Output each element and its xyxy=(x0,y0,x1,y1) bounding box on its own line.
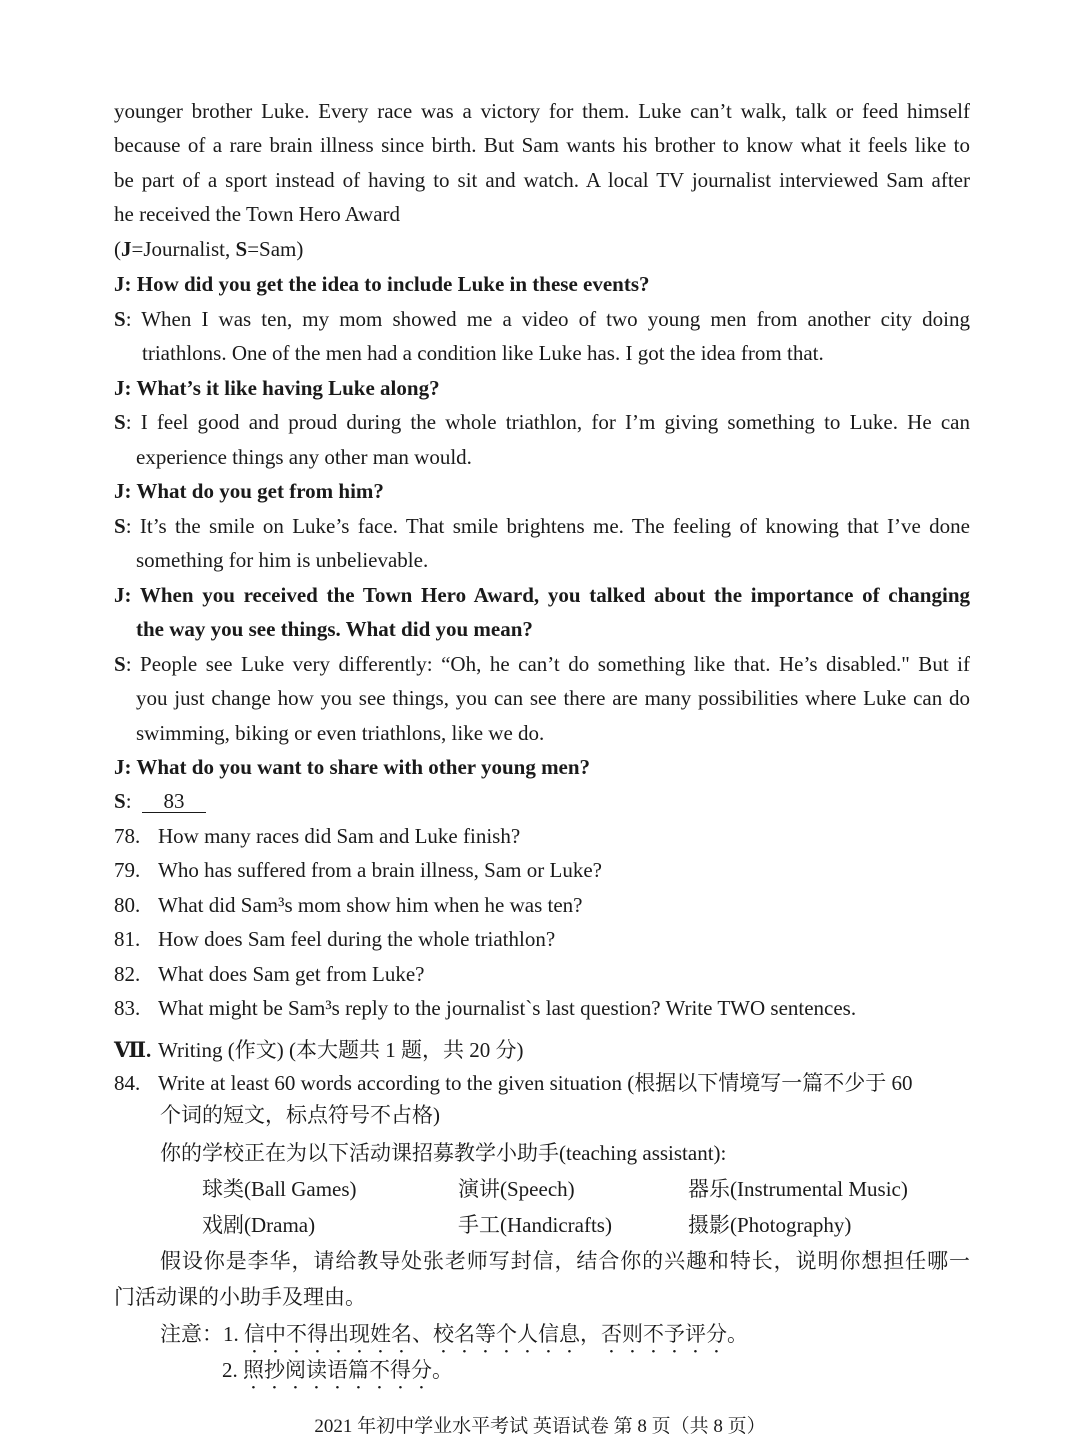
journalist-question: J: What do you want to share with other young men? xyxy=(114,755,591,779)
speaker-label: S xyxy=(114,514,126,538)
question-number: 84. xyxy=(114,1071,141,1095)
question-item xyxy=(114,960,970,988)
journalist-question: J: What’s it like having Luke along? xyxy=(114,376,440,400)
legend-j-rest: =Journalist, xyxy=(131,237,236,261)
question-number: 80. xyxy=(114,893,141,917)
journalist-question-cont: the way you see things. What did you mean? xyxy=(136,617,533,641)
question-number: 81. xyxy=(114,927,141,951)
section-title: Writing (作文) (本大题共 1 题，共 20 分) xyxy=(158,1038,524,1062)
question-number: 78. xyxy=(114,824,141,848)
question-number: 79. xyxy=(114,858,141,882)
note-text: 照抄阅读语篇不得分。 xyxy=(243,1358,453,1382)
passage-line: younger brother Luke. Every race was a victory for them. Luke can’t walk, talk or feed himself xyxy=(114,99,970,123)
question-text: How did you get the idea to include Luke in these events? xyxy=(136,272,650,296)
question-item xyxy=(114,994,970,1022)
legend-j: J xyxy=(121,237,132,261)
sam-answer-cont: triathlons. One of the men had a condition like Luke has. I got the idea from that. xyxy=(142,341,824,365)
answer-text: People see Luke very differently: “Oh, he can’t do something like that. He’s disabled." But if xyxy=(140,652,970,676)
sam-answer: S: It’s the smile on Luke’s face. That smile brightens me. The feeling of knowing that I’ve done xyxy=(114,514,970,538)
activity-speech: 演讲(Speech) xyxy=(458,1177,575,1201)
note-number: 2. xyxy=(222,1358,238,1382)
note-label: 注意： xyxy=(160,1322,223,1346)
note-text: 信中不得出现姓名、校名等个人信息，否则不予评分。 xyxy=(244,1322,748,1346)
speaker-label: S xyxy=(114,307,126,331)
question-text: What does Sam get from Luke? xyxy=(158,962,425,986)
writing-task: 假设你是李华，请给教导处张老师写封信，结合你的兴趣和特长，说明你想担任哪一 xyxy=(160,1249,970,1273)
page-footer: 2021 年初中学业水平考试 英语试卷 第 8 页（共 8 页） xyxy=(314,1416,766,1437)
sam-answer-cont: you just change how you see things, you can see there are many possibilities where Luke can do xyxy=(136,686,970,710)
legend-s: S xyxy=(235,237,248,261)
question-text: What do you want to share with other young men? xyxy=(136,755,591,779)
legend-s-rest: =Sam xyxy=(247,237,297,261)
question-item xyxy=(114,891,970,919)
answer-blank: 83 xyxy=(142,790,206,813)
question-item xyxy=(114,925,970,953)
question-text: How does Sam feel during the whole triathlon? xyxy=(158,927,556,951)
question-text: Who has suffered from a brain illness, Sam or Luke? xyxy=(158,858,602,882)
answer-text: When I was ten, my mom showed me a video of two young men from another city doing xyxy=(141,307,970,331)
answer-text: I feel good and proud during the whole triathlon, for I’m giving something to Luke. He can xyxy=(140,410,970,434)
sam-answer-cont: swimming, biking or even triathlons, like we do. xyxy=(136,721,545,745)
question-text: What might be Sam³s reply to the journalist`s last question? Write TWO sentences. xyxy=(158,996,857,1020)
speaker-label: S xyxy=(114,652,126,676)
speaker-label: J xyxy=(114,479,125,503)
journalist-question: J: How did you get the idea to include Luke in these events? xyxy=(114,272,650,296)
sam-answer: S: People see Luke very differently: “Oh, he can’t do something like that. He’s disabled." But if xyxy=(114,652,970,676)
writing-prompt xyxy=(114,1069,970,1097)
question-text: What’s it like having Luke along? xyxy=(136,376,440,400)
activity-photography: 摄影(Photography) xyxy=(688,1213,852,1237)
writing-intro: 你的学校正在为以下活动课招募教学小助手(teaching assistant): xyxy=(160,1141,727,1165)
prompt-text: Write at least 60 words according to the given situation (根据以下情境写一篇不少于 60 xyxy=(158,1071,913,1095)
speaker-label: S xyxy=(114,789,126,813)
speaker-legend: (J=Journalist, S=Sam) xyxy=(114,237,304,261)
question-number: 83. xyxy=(114,996,141,1020)
passage-line: be part of a sport instead of having to sit and watch. A local TV journalist interviewed Sam after xyxy=(114,168,970,192)
speaker-label: J xyxy=(114,376,125,400)
section-number: Ⅶ. xyxy=(114,1038,152,1062)
answer-text: It’s the smile on Luke’s face. That smile brightens me. The feeling of knowing that I’ve done xyxy=(139,514,970,538)
question-item xyxy=(114,856,970,884)
activity-handicrafts: 手工(Handicrafts) xyxy=(458,1213,612,1237)
speaker-label: J xyxy=(114,583,125,607)
activity-instrumental-music: 器乐(Instrumental Music) xyxy=(688,1177,908,1201)
note-1 xyxy=(160,1320,970,1358)
speaker-label: J xyxy=(114,755,125,779)
sam-answer-cont: experience things any other man would. xyxy=(136,445,472,469)
sam-answer: S: I feel good and proud during the whole triathlon, for I’m giving something to Luke. He can xyxy=(114,410,970,434)
writing-task-cont: 门活动课的小助手及理由。 xyxy=(114,1285,366,1309)
sam-answer-cont: something for him is unbelievable. xyxy=(136,548,429,572)
writing-prompt-cont: 个词的短文，标点符号不占格) xyxy=(160,1103,440,1127)
question-item xyxy=(114,822,970,850)
question-text: When you received the Town Hero Award, you talked about the importance of changing xyxy=(139,583,970,607)
passage-line: he received the Town Hero Award xyxy=(114,202,401,226)
note-number: 1. xyxy=(223,1322,239,1346)
question-text: What do you get from him? xyxy=(136,479,384,503)
note-2 xyxy=(222,1356,922,1394)
journalist-question: J: When you received the Town Hero Award, you talked about the importance of changing xyxy=(114,583,970,607)
question-text: How many races did Sam and Luke finish? xyxy=(158,824,521,848)
speaker-label: S xyxy=(114,410,126,434)
sam-answer-blank: S: 83 xyxy=(114,787,970,815)
writing-section-heading xyxy=(114,1036,970,1064)
question-text: What did Sam³s mom show him when he was ten? xyxy=(158,893,583,917)
speaker-label: J xyxy=(114,272,125,296)
journalist-question: J: What do you get from him? xyxy=(114,479,384,503)
sam-answer: S: When I was ten, my mom showed me a video of two young men from another city doing xyxy=(114,307,970,331)
passage-line: because of a rare brain illness since birth. But Sam wants his brother to know what it feels like to xyxy=(114,133,970,157)
question-number: 82. xyxy=(114,962,141,986)
activity-drama: 戏剧(Drama) xyxy=(202,1213,316,1237)
activity-ball-games: 球类(Ball Games) xyxy=(202,1177,357,1201)
